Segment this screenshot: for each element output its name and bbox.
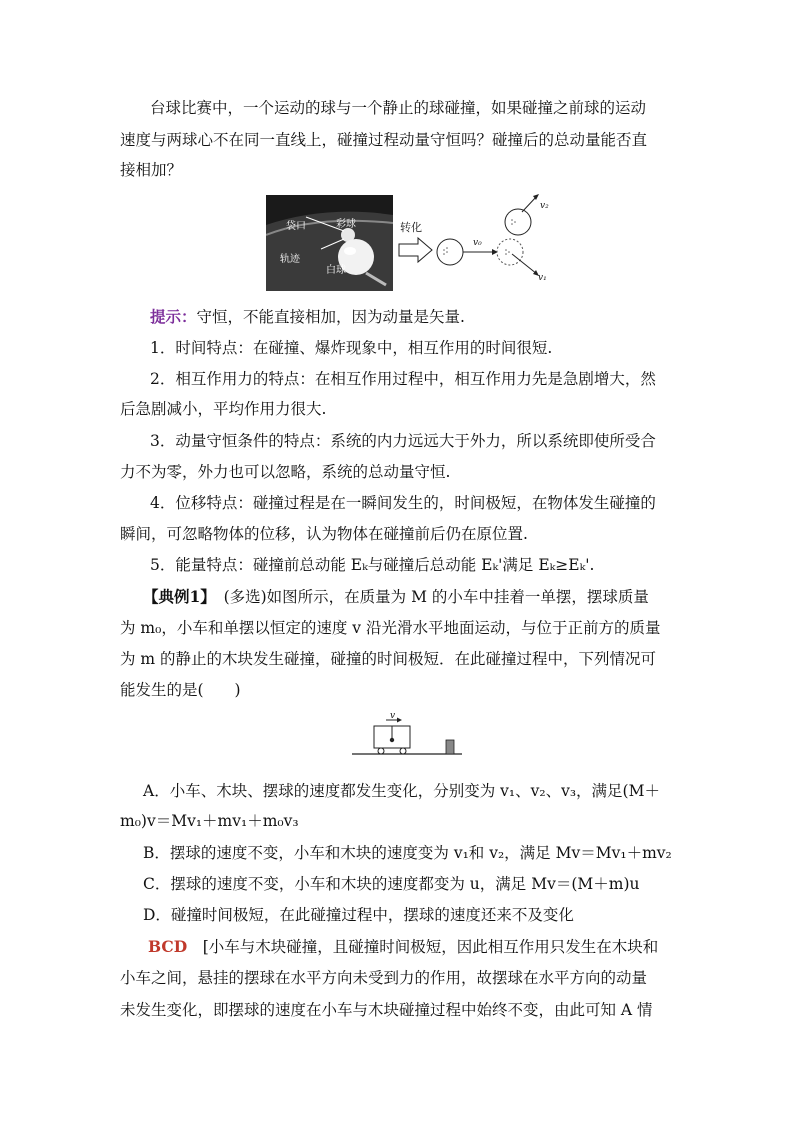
hint-line xyxy=(150,307,680,327)
label-pocket: 袋口 xyxy=(286,221,306,232)
hint-label: 提示： xyxy=(150,307,197,326)
v0-label: v₀ xyxy=(473,238,482,248)
point-1: 1．时间特点：在碰撞、爆炸现象中，相互作用的时间很短. xyxy=(150,339,553,357)
option-c: C．摆球的速度不变，小车和木块的速度都变为 u，满足 Mv＝(M＋m)u xyxy=(143,875,640,893)
intro-line-2: 速度与两球心不在同一直线上，碰撞过程动量守恒吗？碰撞后的总动量能否直 xyxy=(120,131,648,149)
convert-arrow-icon xyxy=(398,236,434,264)
label-colored-ball: 彩球 xyxy=(336,219,356,230)
example-line-3: 为 m 的静止的木块发生碰撞，碰撞的时间极短．在此碰撞过程中，下列情况可 xyxy=(120,650,657,668)
intro-line-3: 接相加？ xyxy=(120,161,183,179)
v-label: v xyxy=(390,711,396,721)
answer-line-2: 小车之间，悬挂的摆球在水平方向未受到力的作用，故摆球在水平方向的动量 xyxy=(120,969,648,987)
example-line-4: 能发生的是( ) xyxy=(120,681,241,699)
point-3-line-1: 3．动量守恒条件的特点：系统的内力远远大于外力，所以系统即使所受合 xyxy=(150,432,656,450)
example-label: 【典例1】 xyxy=(143,587,209,606)
option-a-line-1: A．小车、木块、摆球的速度都发生变化，分别变为 v₁、v₂、v₃，满足(M＋ xyxy=(143,782,660,800)
hint-text: 守恒，不能直接相加，因为动量是矢量. xyxy=(196,308,465,326)
example-line-1 xyxy=(143,587,683,607)
v2-label: v₂ xyxy=(540,201,549,211)
option-b: B．摆球的速度不变，小车和木块的速度变为 v₁和 v₂，满足 Mv＝Mv₁＋mv₂ xyxy=(143,844,672,862)
billiards-photo-graphic xyxy=(266,195,393,291)
example-text-1: (多选)如图所示，在质量为 M 的小车中挂着一单摆，摆球质量 xyxy=(223,588,649,606)
point-3-line-2: 力不为零，外力也可以忽略，系统的总动量守恒. xyxy=(120,463,451,481)
answer-text-1: [小车与木块碰撞，且碰撞时间极短，因此相互作用只发生在木块和 xyxy=(202,938,659,956)
point-2-line-1: 2．相互作用力的特点：在相互作用过程中，相互作用力先是急剧增大，然 xyxy=(150,370,656,388)
answer-label: BCD xyxy=(148,937,188,956)
option-a-line-2: m₀)v＝Mv₁＋mv₁＋m₀v₃ xyxy=(120,812,299,830)
label-white-ball: 白球 xyxy=(326,265,346,276)
point-4-line-2: 瞬间，可忽略物体的位移，认为物体在碰撞前后仍在原位置. xyxy=(120,525,528,543)
option-d: D．碰撞时间极短，在此碰撞过程中，摆球的速度还来不及变化 xyxy=(143,906,574,924)
v1-label: v₁ xyxy=(538,273,547,283)
intro-line-1: 台球比赛中，一个运动的球与一个静止的球碰撞，如果碰撞之前球的运动 xyxy=(150,99,647,117)
convert-label: 转化 xyxy=(400,221,422,234)
point-2-line-2: 后急剧减小，平均作用力很大. xyxy=(120,400,327,418)
point-5: 5．能量特点：碰撞前总动能 Eₖ与碰撞后总动能 Eₖ'满足 Eₖ≥Eₖ'. xyxy=(150,556,595,574)
answer-line-3: 未发生变化，即摆球的速度在小车与木块碰撞过程中始终不变，由此可知 A 情 xyxy=(120,1001,653,1019)
answer-line-1 xyxy=(148,937,683,957)
label-track: 轨迹 xyxy=(280,254,300,265)
cart-pendulum-diagram xyxy=(352,710,462,760)
billiards-photo xyxy=(266,195,393,291)
example-line-2: 为 m₀，小车和单摆以恒定的速度 v 沿光滑水平地面运动，与位于正前方的质量 xyxy=(120,619,661,637)
point-4-line-1: 4．位移特点：碰撞过程是在一瞬间发生的，时间极短，在物体发生碰撞的 xyxy=(150,494,656,512)
